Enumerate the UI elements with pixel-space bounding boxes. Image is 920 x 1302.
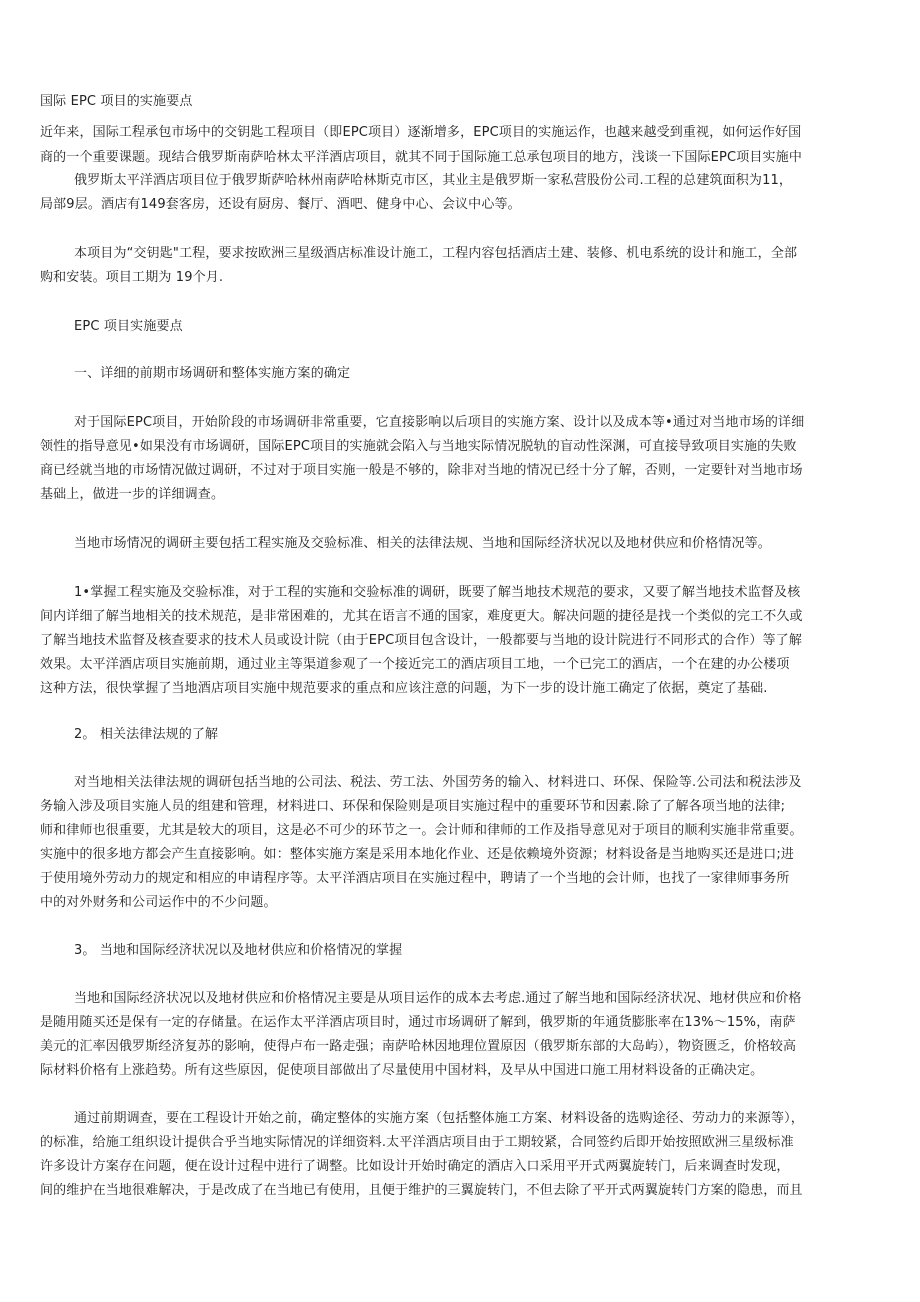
project-scope-line-2: 购和安装。项目工期为 19个月. [40,270,224,285]
item-2-line-4: 实施中的很多地方都会产生直接影响。如：整体实施方案是采用本地化作业、还是依赖境外资源；材料设备是当地购买还是进口;进 [40,847,795,862]
item-3-line-4: 际材料价格有上涨趋势。所有这些原因，促使项目部做出了尽量使用中国材料，及早从中国进口施工用材料设备的正确决定。 [40,1063,764,1078]
item-1-line-4: 效果。太平洋酒店项目实施前期，通过业主等渠道参观了一个接近完工的酒店项目工地，一个已完工的酒店，一个在建的办公楼项 [40,657,790,672]
project-scope-line-1: 本项目为“交钥匙"工程，要求按欧洲三星级酒店标准设计施工，工程内容包括酒店土建、装修、机电系统的设计和施工，全部 [74,246,798,261]
item-3-heading: 3。 当地和国际经济状况以及地材供应和价格情况的掌握 [74,943,403,958]
item-2-line-3: 师和律师也很重要，尤其是较大的项目，这是必不可少的环节之一。会计师和律师的工作及指导意见对于项目的顺利实施非常重要。 [40,823,803,838]
item-1-line-1: 1•掌握工程实施及交验标准，对于工程的实施和交验标准的调研，既要了解当地技术规范的要求，又要了解当地技术监督及核 [74,585,801,600]
subsection-1-line-1: 对于国际EPC项目，开始阶段的市场调研非常重要，它直接影响以后项目的实施方案、设计以及成本等•通过对当地市场的详细 [74,415,805,430]
section-heading: EPC 项目实施要点 [74,319,183,334]
plan-line-1: 通过前期调查，要在工程设计开始之前，确定整体的实施方案（包括整体施工方案、材料设备的选购途径、劳动力的来源等）， [74,1111,804,1126]
plan-line-4: 间的维护在当地很难解决，于是改成了在当地已有使用，且便于维护的三翼旋转门，不但去除了平开式两翼旋转门方案的隐患，而且 [40,1183,803,1198]
item-3-line-3: 美元的汇率因俄罗斯经济复苏的影响，使得卢布一路走强；南萨哈林因地理位置原因（俄罗斯东部的大岛屿），物资匮乏，价格较高 [40,1039,797,1054]
intro-line-1: 近年来，国际工程承包市场中的交钥匙工程项目（即EPC项目）逐渐增多，EPC项目的实施运作，也越来越受到重视，如何运作好国 [40,125,802,140]
plan-line-2: 的标准，给施工组织设计提供合乎当地实际情况的详细资料.太平洋酒店项目由于工期较紧，合同签约后即开始按照欧洲三星级标准 [40,1135,794,1150]
intro-line-2: 商的一个重要课题。现结合俄罗斯南萨哈林太平洋酒店项目，就其不同于国际施工总承包项目的地方，浅谈一下国际EPC项目实施中 [40,150,802,165]
item-1-line-2: 间内详细了解当地相关的技术规范，是非常困难的，尤其在语言不通的国家，难度更大。解决问题的捷径是找一个类似的完工不久或 [40,609,803,624]
item-2-line-2: 务输入涉及项目实施人员的组建和管理，材料进口、环保和保险则是项目实施过程中的重要环节和因素.除了了解各项当地的法律; [40,799,786,814]
subsection-1-line-2: 领性的指导意见•如果没有市场调研，国际EPC项目的实施就会陷入与当地实际情况脱轨的盲动性深渊，可直接导致项目实施的失败 [40,439,797,454]
plan-line-3: 许多设计方案存在问题，便在设计过程中进行了调整。比如设计开始时确定的酒店入口采用平开式两翼旋转门，后来调查时发现， [40,1159,790,1174]
item-1-line-5: 这种方法，很快掌握了当地酒店项目实施中规范要求的重点和应该注意的问题，为下一步的设计施工确定了依据，奠定了基础. [40,681,768,696]
subsection-1-heading: 一、详细的前期市场调研和整体实施方案的确定 [74,366,351,381]
survey-summary: 当地市场情况的调研主要包括工程实施及交验标准、相关的法律法规、当地和国际经济状况以及地材供应和价格情况等。 [74,536,771,551]
document-title: 国际 EPC 项目的实施要点 [40,94,193,109]
item-3-line-2: 是随用随买还是保有一定的存储量。在运作太平洋酒店项目时，通过市场调研了解到，俄罗斯的年通货膨胀率在13%～15%，南萨 [40,1015,796,1030]
item-3-line-1: 当地和国际经济状况以及地材供应和价格情况主要是从项目运作的成本去考虑.通过了解当地和国际经济状况、地材供应和价格 [74,991,802,1006]
project-desc-line-1: 俄罗斯太平洋酒店项目位于俄罗斯萨哈林州南萨哈林斯克市区，其业主是俄罗斯一家私营股份公司.工程的总建筑面积为11， [74,173,793,188]
item-2-line-6: 中的对外财务和公司运作中的不少问题。 [40,895,277,910]
item-1-line-3: 了解当地技术监督及核查要求的技术人员或设计院（由于EPC项目包含设计，一般都要与当地的设计院进行不同形式的合作）等了解 [40,633,802,648]
project-desc-line-2: 局部9层。酒店有149套客房，还设有厨房、餐厅、酒吧、健身中心、会议中心等。 [40,197,521,212]
subsection-1-line-3: 商已经就当地的市场情况做过调研，不过对于项目实施一般是不够的，除非对当地的情况已经十分了解，否则，一定要针对当地市场 [40,463,803,478]
subsection-1-line-4: 基础上，做进一步的详细调查。 [40,487,225,502]
item-2-line-5: 于使用境外劳动力的规定和相应的申请程序等。太平洋酒店项目在实施过程中，聘请了一个当地的会计师，也找了一家律师事务所 [40,871,790,886]
item-2-heading: 2。 相关法律法规的了解 [74,727,219,742]
item-2-line-1: 对当地相关法律法规的调研包括当地的公司法、税法、劳工法、外国劳务的输入、材料进口、环保、保险等.公司法和税法涉及 [74,775,802,790]
